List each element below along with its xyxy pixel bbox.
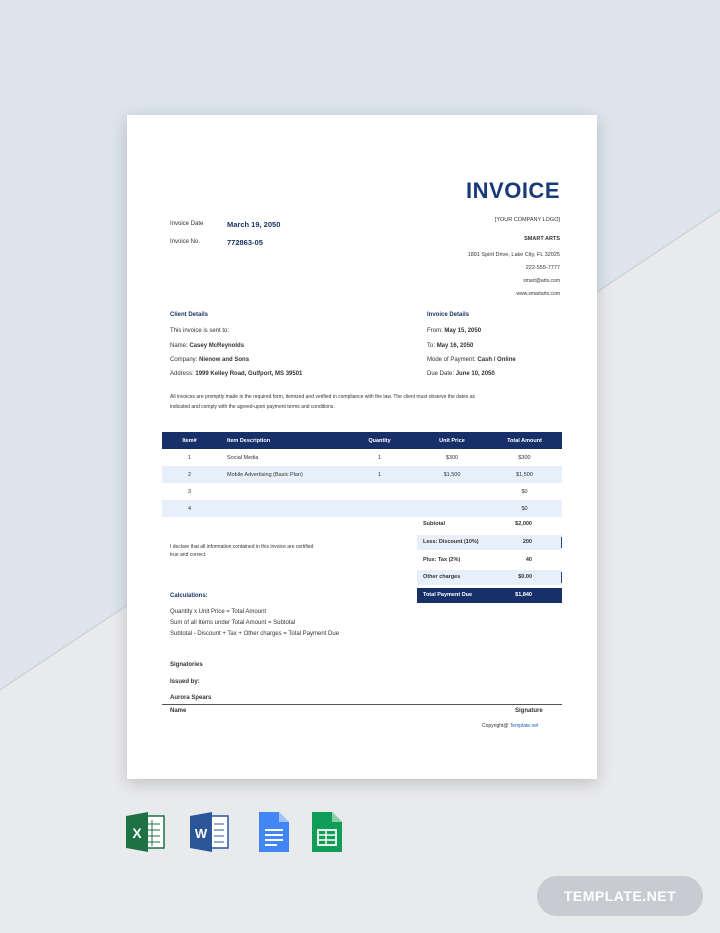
invoice-number: 772863-05 <box>227 238 263 247</box>
client-address-row <box>170 371 302 377</box>
client-details-heading: Client Details <box>170 312 209 318</box>
details-due-label: Due Date: <box>427 371 455 377</box>
details-due: June 10, 2050 <box>455 371 495 377</box>
cell-item-number: 1 <box>187 454 192 461</box>
tax-value: 40 <box>525 557 532 563</box>
cell-quantity <box>342 483 417 500</box>
svg-text:W: W <box>194 826 208 841</box>
invoice-page <box>127 115 597 779</box>
details-from: May 15, 2050 <box>444 328 482 334</box>
details-to-label: To: <box>427 343 436 349</box>
client-address-label: Address: <box>170 371 194 377</box>
invoice-details-heading: Invoice Details <box>427 312 470 318</box>
declaration-line-1: I declare that all information contained in this invoice are certified <box>170 544 314 550</box>
svg-text:X: X <box>132 825 142 841</box>
copyright-link[interactable]: Template.net <box>509 723 539 729</box>
client-sent-to: This invoice is sent to: <box>170 328 230 334</box>
subtotal-value: $2,000 <box>515 521 532 527</box>
cell-total: $0 <box>487 500 562 517</box>
discount-label: Less: Discount (10%) <box>423 539 479 545</box>
details-payment: Cash / Online <box>477 357 516 363</box>
notice-line-2: indicated and comply with the agreed-upon payment terms and conditions. <box>170 404 335 410</box>
cell-quantity <box>342 500 417 517</box>
cell-item-number: 3 <box>187 488 192 495</box>
tax-row <box>417 553 562 568</box>
client-name-label: Name: <box>170 343 188 349</box>
tax-label: Plus: Tax (2%) <box>423 557 461 563</box>
signatories-heading: Signatories <box>170 662 203 668</box>
other-charges-label: Other charges <box>423 574 461 580</box>
word-icon[interactable] <box>190 810 230 854</box>
invoice-date-label: Invoice Date <box>170 221 204 227</box>
company-address: 1891 Spirit Drive, Lake City, FL 32025 <box>467 252 560 258</box>
details-due-row <box>427 371 495 377</box>
template-net-badge[interactable]: TEMPLATE.NET <box>537 876 703 916</box>
total-due-value: $1,840 <box>515 592 532 598</box>
copyright-prefix: Copyright@ <box>482 723 509 729</box>
declaration-line-2: true and correct. <box>170 552 207 558</box>
signature-label: Signature <box>515 708 543 714</box>
subtotal-row <box>417 517 562 532</box>
company-phone: 222-555-7777 <box>525 265 560 271</box>
total-due-row <box>417 588 562 603</box>
table-row <box>162 500 562 517</box>
cell-description <box>217 500 342 517</box>
header-item-number: Item# <box>162 432 217 449</box>
issued-by-label: Issued by: <box>170 679 200 685</box>
details-from-label: From: <box>427 328 443 334</box>
cell-unit-price <box>417 483 487 500</box>
discount-row <box>417 535 562 550</box>
company-website: www.smartarts.com <box>516 291 560 297</box>
header-quantity: Quantity <box>342 432 417 449</box>
invoice-title: INVOICE <box>466 178 560 203</box>
cell-total: $0 <box>521 488 528 495</box>
company-logo-placeholder: [YOUR COMPANY LOGO] <box>494 217 560 223</box>
client-company: Nienow and Sons <box>199 357 250 363</box>
table-row <box>162 449 562 466</box>
company-email: smart@arts.com <box>523 278 560 284</box>
header-item-description: Item Description <box>217 432 342 449</box>
calc-line-2: Sum of all Items under Total Amount = Subtotal <box>170 620 296 626</box>
calc-line-1: Quantity x Unit Price = Total Amount <box>170 609 267 615</box>
issuer-name: Aurora Spears <box>170 695 212 701</box>
discount-value: 200 <box>522 539 532 545</box>
cell-unit-price: $300 <box>445 454 459 461</box>
invoice-no-label: Invoice No. <box>170 239 201 245</box>
table-row <box>162 483 562 500</box>
total-due-label: Total Payment Due <box>423 592 473 598</box>
details-to-row <box>427 343 473 349</box>
cell-quantity: 1 <box>377 454 382 461</box>
cell-quantity: 1 <box>342 466 417 483</box>
other-charges-value: $0.00 <box>518 574 532 580</box>
client-name: Casey McReynolds <box>189 343 245 349</box>
cell-total: $1,500 <box>487 466 562 483</box>
details-from-row <box>427 328 481 334</box>
signature-line <box>162 704 562 705</box>
items-table-header <box>162 432 562 449</box>
cell-description: Social Media <box>227 454 259 461</box>
details-to: May 16, 2050 <box>436 343 474 349</box>
header-total-amount: Total Amount <box>487 432 562 449</box>
table-row <box>162 466 562 483</box>
cell-item-number: 2 <box>162 466 217 483</box>
details-payment-row <box>427 357 516 363</box>
client-company-label: Company: <box>170 357 198 363</box>
other-charges-row <box>417 570 562 585</box>
cell-unit-price <box>417 500 487 517</box>
excel-icon[interactable] <box>126 810 166 854</box>
calc-line-3: Subtotal - Discount + Tax + Other charges = Total Payment Due <box>170 631 340 637</box>
items-table <box>162 432 562 517</box>
cell-total: $300 <box>518 454 531 461</box>
header-unit-price: Unit Price <box>417 432 487 449</box>
row-edge-marker <box>561 537 563 548</box>
notice-line-1: All invoices are promptly made in the required form, itemized and verified in compliance with the law. The client must observe the dates as <box>170 394 476 400</box>
row-edge-marker <box>561 572 563 583</box>
company-name: SMART ARTS <box>524 236 560 242</box>
cell-description: Mobile Advertising (Basic Plan) <box>217 466 342 483</box>
subtotal-label: Subtotal <box>423 521 445 527</box>
calculations-heading: Calculations: <box>170 593 208 599</box>
google-sheets-icon[interactable] <box>306 810 346 854</box>
details-payment-label: Mode of Payment: <box>427 357 476 363</box>
client-company-row <box>170 357 249 363</box>
invoice-date: March 19, 2050 <box>227 220 281 229</box>
google-docs-icon[interactable] <box>253 810 293 854</box>
name-label: Name <box>170 708 187 714</box>
cell-item-number: 4 <box>162 500 217 517</box>
cell-description <box>217 483 342 500</box>
cell-unit-price: $1,500 <box>417 466 487 483</box>
client-name-row <box>170 343 244 349</box>
copyright <box>482 723 538 729</box>
client-address: 1999 Kelley Road, Gulfport, MS 39501 <box>195 371 303 377</box>
